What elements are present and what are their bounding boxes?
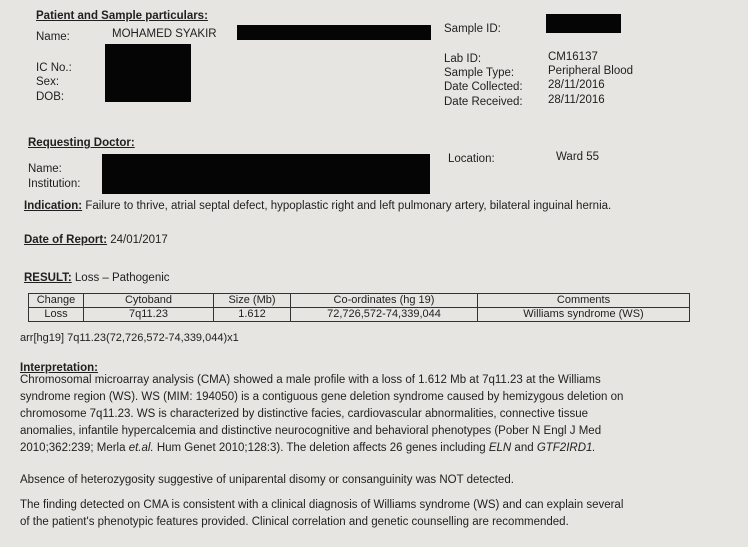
location-value: Ward 55 [556,151,600,163]
gene-gtf2ird1: GTF2IRD1. [536,442,596,454]
interpretation-paragraph-2: Absence of heterozygosity suggestive of uniparental disomy or consanguinity was NOT detected. [20,474,514,486]
cell-comments: Williams syndrome (WS) [478,308,690,322]
col-header-size: Size (Mb) [214,294,291,308]
interpretation-line: Chromosomal microarray analysis (CMA) showed a male profile with a loss of 1.612 Mb at 7q11.23 at the Williams [20,374,601,386]
redaction-block-doctor [102,154,430,194]
cell-size: 1.612 [214,308,291,322]
interpretation-text: and [511,442,537,454]
sample-type-label: Sample Type: [444,67,515,79]
arr-notation: arr[hg19] 7q11.23(72,726,572-74,339,044)x1 [20,332,239,344]
redaction-block-ic-sex-dob [105,44,191,102]
interpretation-text: Hum Genet 2010;128:3). The deletion affects 26 genes including [153,442,489,454]
result-line [24,271,170,285]
sample-type-value: Peripheral Blood [548,65,634,77]
table-row [29,308,690,322]
col-header-comments: Comments [478,294,690,308]
col-header-cytoband: Cytoband [84,294,214,308]
gene-eln: ELN [488,442,512,454]
lab-id-label: Lab ID: [444,53,482,65]
date-collected-value: 28/11/2016 [548,79,605,91]
interpretation-line: chromosome 7q11.23. WS is characterized by distinctive facies, cardiovascular abnormalities, connective tissue [20,408,589,420]
ic-no-label: IC No.: [36,62,72,74]
interpretation-paragraph-3 [20,497,735,531]
interpretation-line: anomalies, infantile hypercalcemia and distinctive neurocognitive and behavioral phenotypes (Pober N Engl J Med [20,425,602,437]
interpretation-line: of the patient's phenotypic features provided. Clinical correlation and genetic counselling are recommended. [20,516,569,528]
location-label: Location: [448,153,495,165]
date-collected-label: Date Collected: [444,81,523,93]
dob-label: DOB: [36,91,65,103]
cell-cytoband: 7q11.23 [84,308,214,322]
lab-id-value: CM16137 [548,51,598,63]
interpretation-line: The finding detected on CMA is consistent with a clinical diagnosis of Williams syndrome (WS) and can explain several [20,499,624,511]
indication-label: Indication: [24,200,83,212]
interpretation-italic: et.al. [128,442,154,454]
doctor-name-label: Name: [28,163,62,175]
col-header-coordinates: Co-ordinates (hg 19) [291,294,478,308]
date-of-report-line [24,233,168,247]
cell-change: Loss [29,308,84,322]
redaction-bar-name [237,25,431,40]
date-received-value: 28/11/2016 [548,94,605,106]
cell-coordinates: 72,726,572-74,339,044 [291,308,478,322]
sex-label: Sex: [36,76,60,88]
result-table-header-row [29,294,690,308]
date-received-label: Date Received: [444,96,523,108]
interpretation-paragraph-1 [20,372,735,457]
result-label: RESULT: [24,272,72,284]
sample-id-label: Sample ID: [444,23,501,35]
col-header-change: Change [29,294,84,308]
result-table [28,293,690,322]
redaction-bar-sample-id [546,14,621,33]
date-of-report-label: Date of Report: [24,234,108,246]
date-of-report-value: 24/01/2017 [110,234,168,246]
indication-line [24,199,611,213]
institution-label: Institution: [28,178,81,190]
patient-name-value: MOHAMED SYAKIR [112,28,217,40]
patient-sample-heading: Patient and Sample particulars: [36,10,208,22]
indication-text: Failure to thrive, atrial septal defect, hypoplastic right and left pulmonary artery, bilateral inguinal hernia. [85,200,612,212]
interpretation-heading: Interpretation: [20,362,98,374]
requesting-doctor-heading: Requesting Doctor: [28,137,135,149]
interpretation-line [20,440,735,457]
interpretation-line: syndrome region (WS). WS (MIM: 194050) is a contiguous gene deletion syndrome caused by hemizygous deletion on [20,391,624,403]
patient-name-label: Name: [36,31,70,43]
interpretation-text: 2010;362:239; Merla [20,442,129,454]
result-value: Loss – Pathogenic [74,272,170,284]
